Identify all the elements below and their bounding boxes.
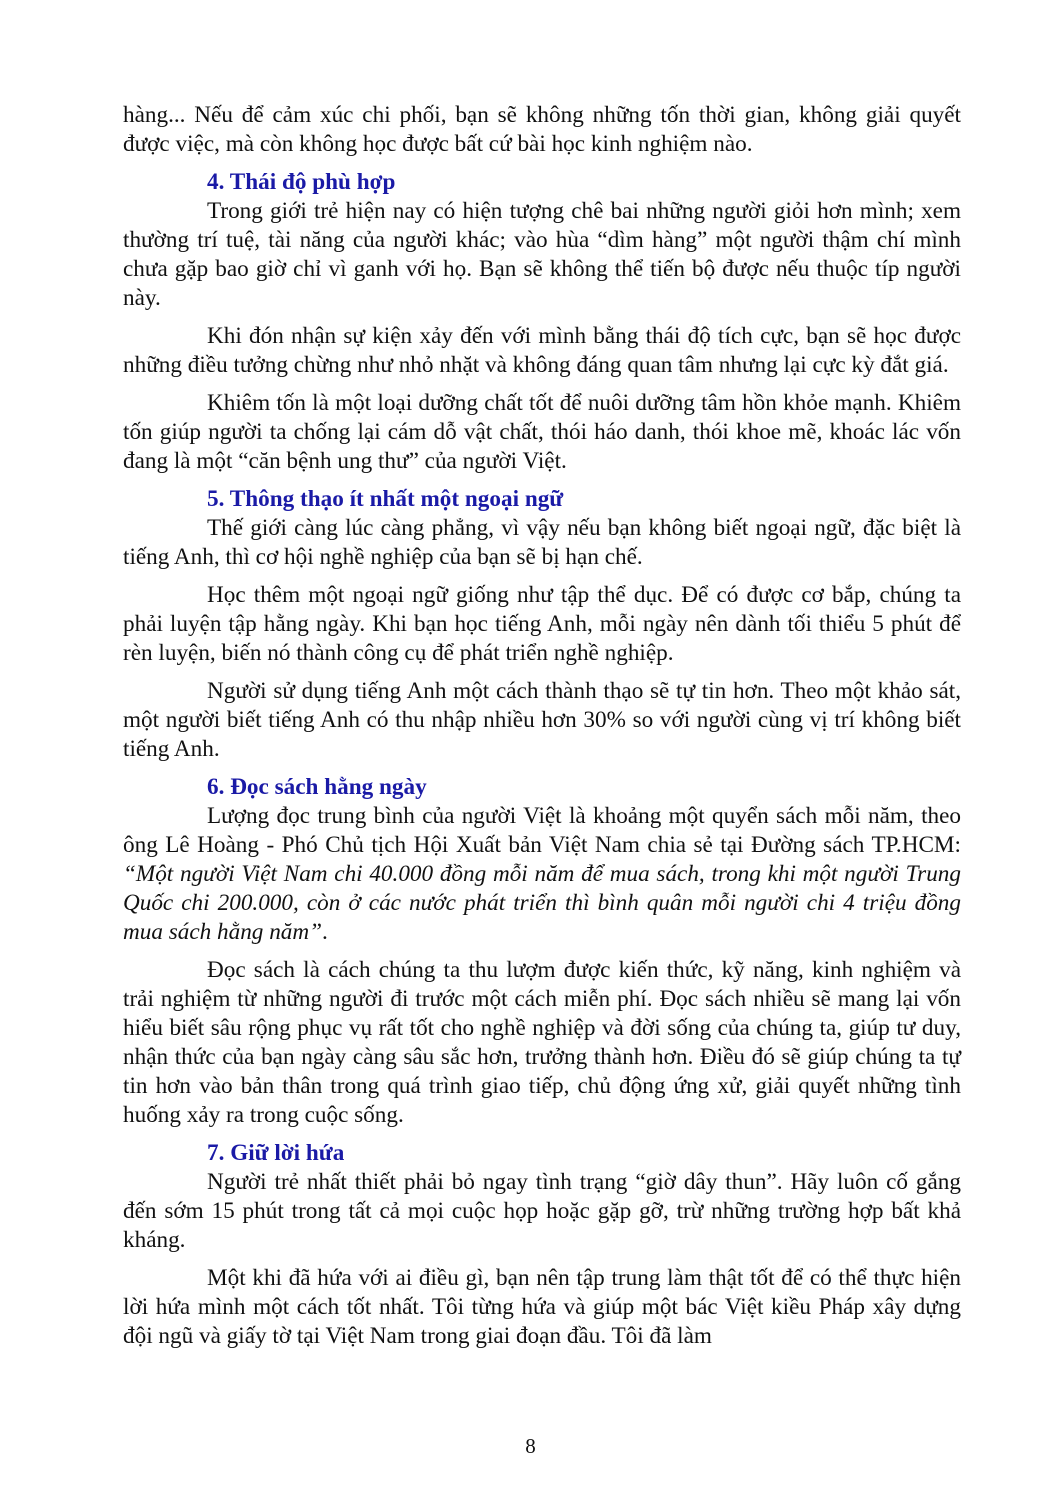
paragraph: Khiêm tốn là một loại dưỡng chất tốt để nuôi dưỡng tâm hồn khỏe mạnh. Khiêm tốn giúp người ta chống lại cám dỗ vật chất, thói háo danh, thói khoe mẽ, khoác lác vốn đang là một “căn bệnh ung thư” của người Việt. [123, 390, 961, 474]
quote-lead: Lượng đọc trung bình của người Việt là khoảng một quyển sách mỗi năm, theo ông Lê Hoàng - Phó Chủ tịch Hội Xuất bản Việt Nam chia sẻ tại Đường sách TP.HCM: [123, 803, 961, 858]
quote-text: “Một người Việt Nam chi 40.000 đồng mỗi năm để mua sách, trong khi một người Trung Quốc chi 200.000, còn ở các nước phát triển thì bình quân mỗi người chi 4 triệu đồng mua sách hằng năm” [123, 861, 961, 945]
section-heading-7: 7. Giữ lời hứa [207, 1140, 345, 1166]
section-heading-6: 6. Đọc sách hằng ngày [207, 774, 427, 800]
quote-paragraph [123, 802, 961, 947]
quote-tail: . [322, 919, 328, 945]
paragraph: Khi đón nhận sự kiện xảy đến với mình bằng thái độ tích cực, bạn sẽ học được những điều tưởng chừng như nhỏ nhặt và không đáng quan tâm nhưng lại cực kỳ đắt giá. [123, 323, 961, 378]
paragraph: Người sử dụng tiếng Anh một cách thành thạo sẽ tự tin hơn. Theo một khảo sát, một người biết tiếng Anh có thu nhập nhiều hơn 30% so với người cùng vị trí không biết tiếng Anh. [123, 678, 961, 762]
paragraph: Thế giới càng lúc càng phẳng, vì vậy nếu bạn không biết ngoại ngữ, đặc biệt là tiếng Anh, thì cơ hội nghề nghiệp của bạn sẽ bị hạn chế. [123, 515, 961, 570]
paragraph: Đọc sách là cách chúng ta thu lượm được kiến thức, kỹ năng, kinh nghiệm và trải nghiệm từ những người đi trước một cách miễn phí. Đọc sách nhiều sẽ mang lại vốn hiểu biết sâu rộng phục vụ rất tốt cho nghề nghiệp và đời sống của chúng ta, giúp tư duy, nhận thức của bạn ngày càng sâu sắc hơn, trưởng thành hơn. Điều đó sẽ giúp chúng ta tự tin hơn vào bản thân trong quá trình giao tiếp, chủ động ứng xử, giải quyết những tình huống xảy ra trong cuộc sống. [123, 957, 961, 1128]
paragraph: Học thêm một ngoại ngữ giống như tập thể dục. Để có được cơ bắp, chúng ta phải luyện tập hằng ngày. Khi bạn học tiếng Anh, mỗi ngày nên dành tối thiểu 5 phút để rèn luyện, biến nó thành công cụ để phát triển nghề nghiệp. [123, 582, 961, 666]
page-body [123, 101, 961, 1351]
section-heading-5: 5. Thông thạo ít nhất một ngoại ngữ [207, 486, 564, 512]
section-heading-4: 4. Thái độ phù hợp [207, 169, 396, 195]
paragraph: Trong giới trẻ hiện nay có hiện tượng chê bai những người giỏi hơn mình; xem thường trí tuệ, tài năng của người khác; vào hùa “dìm hàng” một người thậm chí mình chưa gặp bao giờ chỉ vì ganh với họ. Bạn sẽ không thể tiến bộ được nếu thuộc típ người này. [123, 198, 961, 311]
paragraph: Một khi đã hứa với ai điều gì, bạn nên tập trung làm thật tốt để có thể thực hiện lời hứa mình một cách tốt nhất. Tôi từng hứa và giúp một bác Việt kiều Pháp xây dựng đội ngũ và giấy tờ tại Việt Nam trong giai đoạn đầu. Tôi đã làm [123, 1265, 961, 1349]
continuation-paragraph: hàng... Nếu để cảm xúc chi phối, bạn sẽ không những tốn thời gian, không giải quyết được việc, mà còn không học được bất cứ bài học kinh nghiệm nào. [123, 102, 961, 157]
page-number: 8 [525, 1434, 536, 1458]
paragraph: Người trẻ nhất thiết phải bỏ ngay tình trạng “giờ dây thun”. Hãy luôn cố gắng đến sớm 15 phút trong tất cả mọi cuộc họp hoặc gặp gỡ, trừ những trường hợp bất khả kháng. [123, 1169, 961, 1253]
